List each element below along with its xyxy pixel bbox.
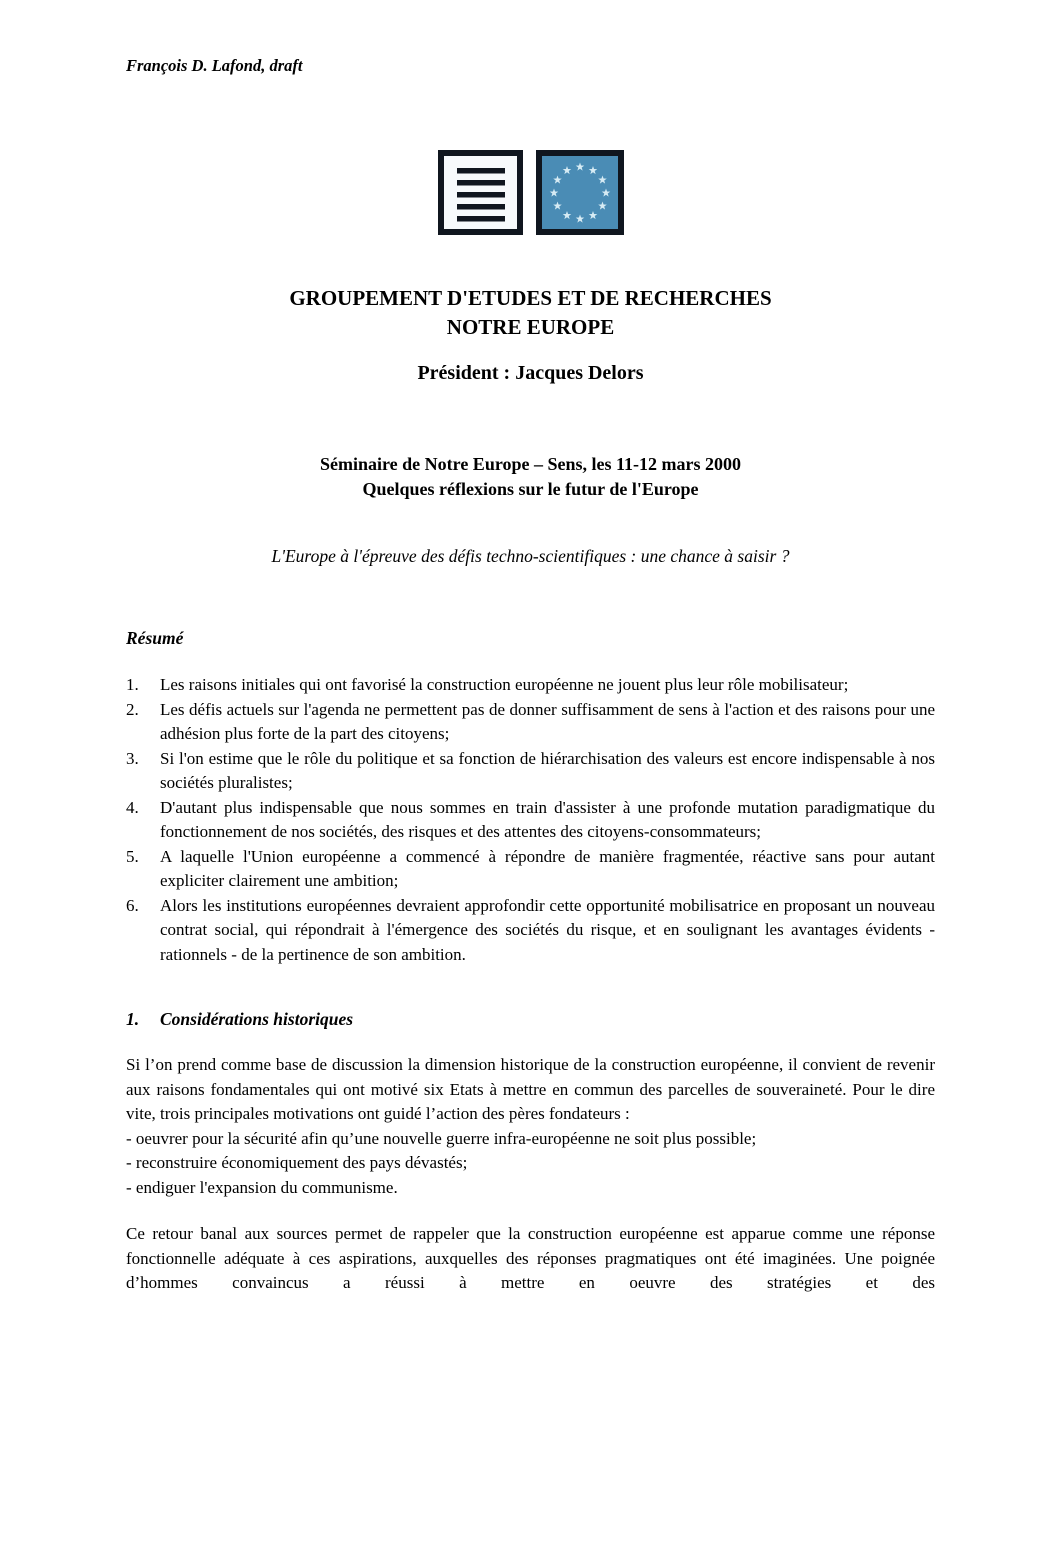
section-title: Considérations historiques [160, 1009, 354, 1029]
list-item-number: 5. [126, 846, 139, 866]
list-item-text: Alors les institutions européennes devraient approfondir cette opportunité mobilisatrice en proposant un nouveau contrat social, qui répondrait à l'émergence des sociétés du risque, et en soulignant les avantages évidents - rationnels - de la pertinence de son ambition. [160, 895, 935, 964]
seminar-line2: Quelques réflexions sur le futur de l'Europe [362, 479, 699, 499]
organization-title-line1: GROUPEMENT D'ETUDES ET DE RECHERCHES [289, 286, 772, 310]
document-page [0, 56, 1058, 1553]
list-item [126, 673, 935, 698]
seminar-line1: Séminaire de Notre Europe – Sens, les 11-12 mars 2000 [320, 454, 741, 474]
logo-row [126, 150, 935, 240]
list-item-text: Les raisons initiales qui ont favorisé la construction européenne ne jouent plus leur rôle mobilisateur; [160, 675, 849, 694]
document-lines-icon [438, 150, 523, 240]
list-item [126, 747, 935, 796]
paragraph: Ce retour banal aux sources permet de rappeler que la construction européenne est apparue comme une réponse fonctionnelle adéquate à ces aspirations, auxquelles des réponses pragmatiques ont été imaginées. Une poignée d’hommes convaincus a réussi à mettre en oeuvre des stratégies et des [126, 1224, 935, 1292]
list-item [126, 894, 935, 968]
list-item [126, 796, 935, 845]
author-note: François D. Lafond, draft [126, 56, 303, 75]
list-item-number: 4. [126, 797, 139, 817]
motivation-item: - endiguer l'expansion du communisme. [126, 1177, 398, 1197]
seminar-heading [126, 452, 935, 502]
section-number: 1. [126, 1009, 140, 1029]
list-item-number: 6. [126, 895, 139, 915]
list-item-text: Les défis actuels sur l'agenda ne permettent pas de donner suffisamment de sens à l'action et des raisons pour une adhésion plus forte de la part des citoyens; [160, 699, 935, 743]
paragraph: Si l’on prend comme base de discussion la dimension historique de la construction européenne, il convient de revenir aux raisons fondamentales qui ont motivé six Etats à mettre en commun des parcelles de souveraineté. Pour le dire vite, trois principales motivations ont guidé l’action des pères fondateurs : [126, 1055, 935, 1123]
resume-heading: Résumé [126, 628, 184, 648]
motivation-item: - reconstruire économiquement des pays dévastés; [126, 1153, 468, 1172]
list-item [126, 845, 935, 894]
list-item-number: 2. [126, 699, 139, 719]
eu-flag-icon [536, 150, 624, 240]
list-item-text: A laquelle l'Union européenne a commencé à répondre de manière fragmentée, réactive sans pour autant expliciter clairement une ambition; [160, 846, 935, 890]
section-heading [126, 1007, 935, 1031]
paper-subtitle: L'Europe à l'épreuve des défis techno-scientifiques : une chance à saisir ? [271, 546, 790, 566]
resume-list [126, 673, 935, 967]
list-item-text: D'autant plus indispensable que nous sommes en train d'assister à une profonde mutation paradigmatique du fonctionnement de nos sociétés, des risques et des attentes des citoyens-consommateurs; [160, 797, 935, 841]
list-item [126, 698, 935, 747]
motivation-list [126, 1127, 935, 1201]
organization-title [126, 284, 935, 342]
organization-title-line2: NOTRE EUROPE [446, 315, 615, 339]
list-item-text: Si l'on estime que le rôle du politique et sa fonction de hiérarchisation des valeurs est encore indispensable à nos sociétés pluralistes; [160, 748, 935, 792]
president-line: Président : Jacques Delors [417, 362, 644, 384]
list-item-number: 1. [126, 675, 139, 694]
list-item-number: 3. [126, 748, 139, 768]
motivation-item: - oeuvrer pour la sécurité afin qu’une nouvelle guerre infra-européenne ne soit plus possible; [126, 1128, 757, 1148]
